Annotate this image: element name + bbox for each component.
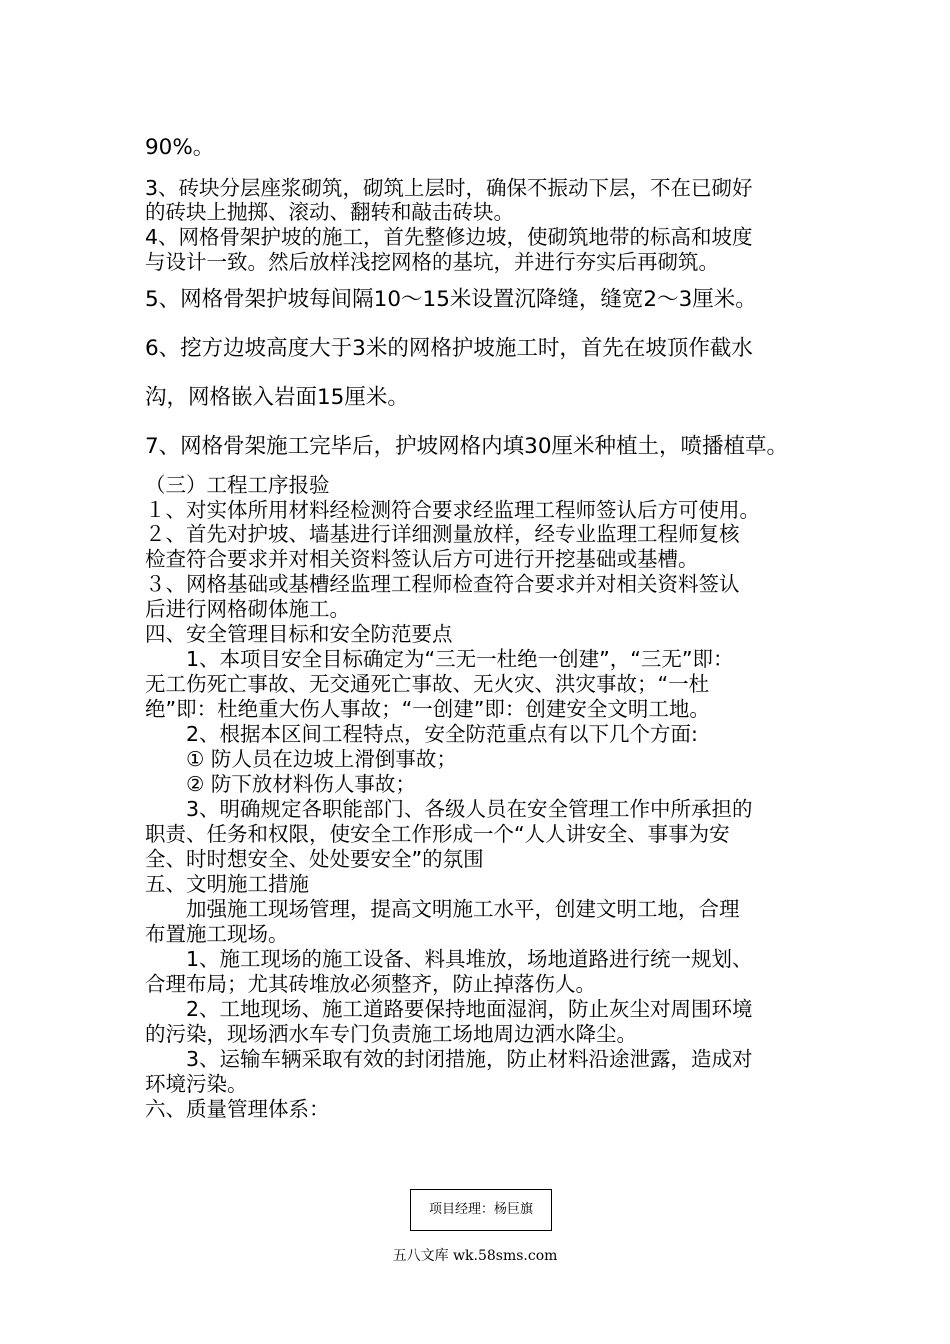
- paragraph-line-31: 2、工地现场、施工道路要保持地面湿润，防止灰尘对周围环境: [145, 997, 753, 1021]
- paragraph-line-21: ① 防人员在边坡上滑倒事故；: [145, 747, 457, 771]
- paragraph-line-4: 4、网格骨架护坡的施工，首先整修边坡，使砌筑地带的标高和坡度: [145, 225, 753, 249]
- project-manager-label: 项目经理：杨巨旗: [428, 1202, 533, 1217]
- footer-watermark: 五八文库 wk.58sms.com: [392, 1248, 558, 1264]
- paragraph-line-12: ２、首先对护坡、墙基进行详细测量放样，经专业监理工程师复核: [145, 522, 740, 546]
- paragraph-line-2: 3、砖块分层座浆砌筑，砌筑上层时，确保不振动下层，不在已砌好: [145, 176, 753, 200]
- paragraph-line-7: 6、挖方边坡高度大于3米的网格护坡施工时，首先在坡顶作截水: [145, 336, 753, 361]
- paragraph-line-9: 7、网格骨架施工完毕后，护坡网格内填30厘米种植土，喷播植草。: [145, 434, 789, 459]
- paragraph-line-8: 沟，网格嵌入岩面15厘米。: [145, 385, 409, 410]
- section-heading-4: 四、安全管理目标和安全防范要点: [145, 622, 453, 646]
- paragraph-line-18: 无工伤死亡事故、无交通死亡事故、无火灾、洪灾事故；“一杜: [145, 672, 710, 696]
- paragraph-line-6: 5、网格骨架护坡每间隔10～15米设置沉降缝，缝宽2～3厘米。: [145, 287, 757, 312]
- paragraph-line-29: 1、施工现场的施工设备、料具堆放，场地道路进行统一规划、: [145, 947, 753, 971]
- paragraph-line-34: 环境污染。: [145, 1072, 248, 1096]
- paragraph-line-17: 1、本项目安全目标确定为“三无一杜绝一创建”，“三无”即：: [145, 647, 734, 671]
- paragraph-line-30: 合理布局；尤其砖堆放必须整齐，防止掉落伤人。: [145, 972, 596, 996]
- paragraph-line-24: 职责、任务和权限，使安全工作形成一个“人人讲安全、事事为安: [145, 822, 730, 846]
- paragraph-line-19: 绝”即：杜绝重大伤人事故；“一创建”即：创建安全文明工地。: [145, 697, 710, 721]
- section-heading-5: 五、文明施工措施: [145, 872, 309, 896]
- paragraph-line-13: 检查符合要求并对相关资料签认后方可进行开挖基础或基槽。: [145, 547, 699, 571]
- paragraph-line-25: 全、时时想安全、处处要安全”的氛围: [145, 847, 484, 871]
- section-heading-6: 六、质量管理体系：: [145, 1097, 330, 1121]
- paragraph-line-14: ３、网格基础或基槽经监理工程师检查符合要求并对相关资料签认: [145, 572, 740, 596]
- paragraph-line-11: １、对实体所用材料经检测符合要求经监理工程师签认后方可使用。: [145, 498, 760, 522]
- paragraph-line-22: ② 防下放材料伤人事故；: [145, 772, 416, 796]
- section-heading-3: （三）工程工序报验: [145, 473, 330, 497]
- paragraph-line-27: 加强施工现场管理，提高文明施工水平，创建文明工地，合理: [145, 897, 740, 921]
- paragraph-line-20: 2、根据本区间工程特点，安全防范重点有以下几个方面:: [145, 722, 698, 746]
- signature-box: [410, 1189, 552, 1231]
- paragraph-line-28: 布置施工现场。: [145, 922, 289, 946]
- paragraph-line-5: 与设计一致。然后放样浅挖网格的基坑，并进行夯实后再砌筑。: [145, 250, 719, 274]
- paragraph-line-33: 3、运输车辆采取有效的封闭措施，防止材料沿途泄露，造成对: [145, 1047, 753, 1071]
- paragraph-line-15: 后进行网格砌体施工。: [145, 597, 350, 621]
- paragraph-line-23: 3、明确规定各职能部门、各级人员在安全管理工作中所承担的: [145, 797, 753, 821]
- paragraph-line-1: 90%。: [145, 135, 215, 160]
- paragraph-line-3: 的砖块上抛掷、滚动、翻转和敲击砖块。: [145, 200, 514, 224]
- paragraph-line-32: 的污染，现场洒水车专门负责施工场地周边洒水降尘。: [145, 1022, 637, 1046]
